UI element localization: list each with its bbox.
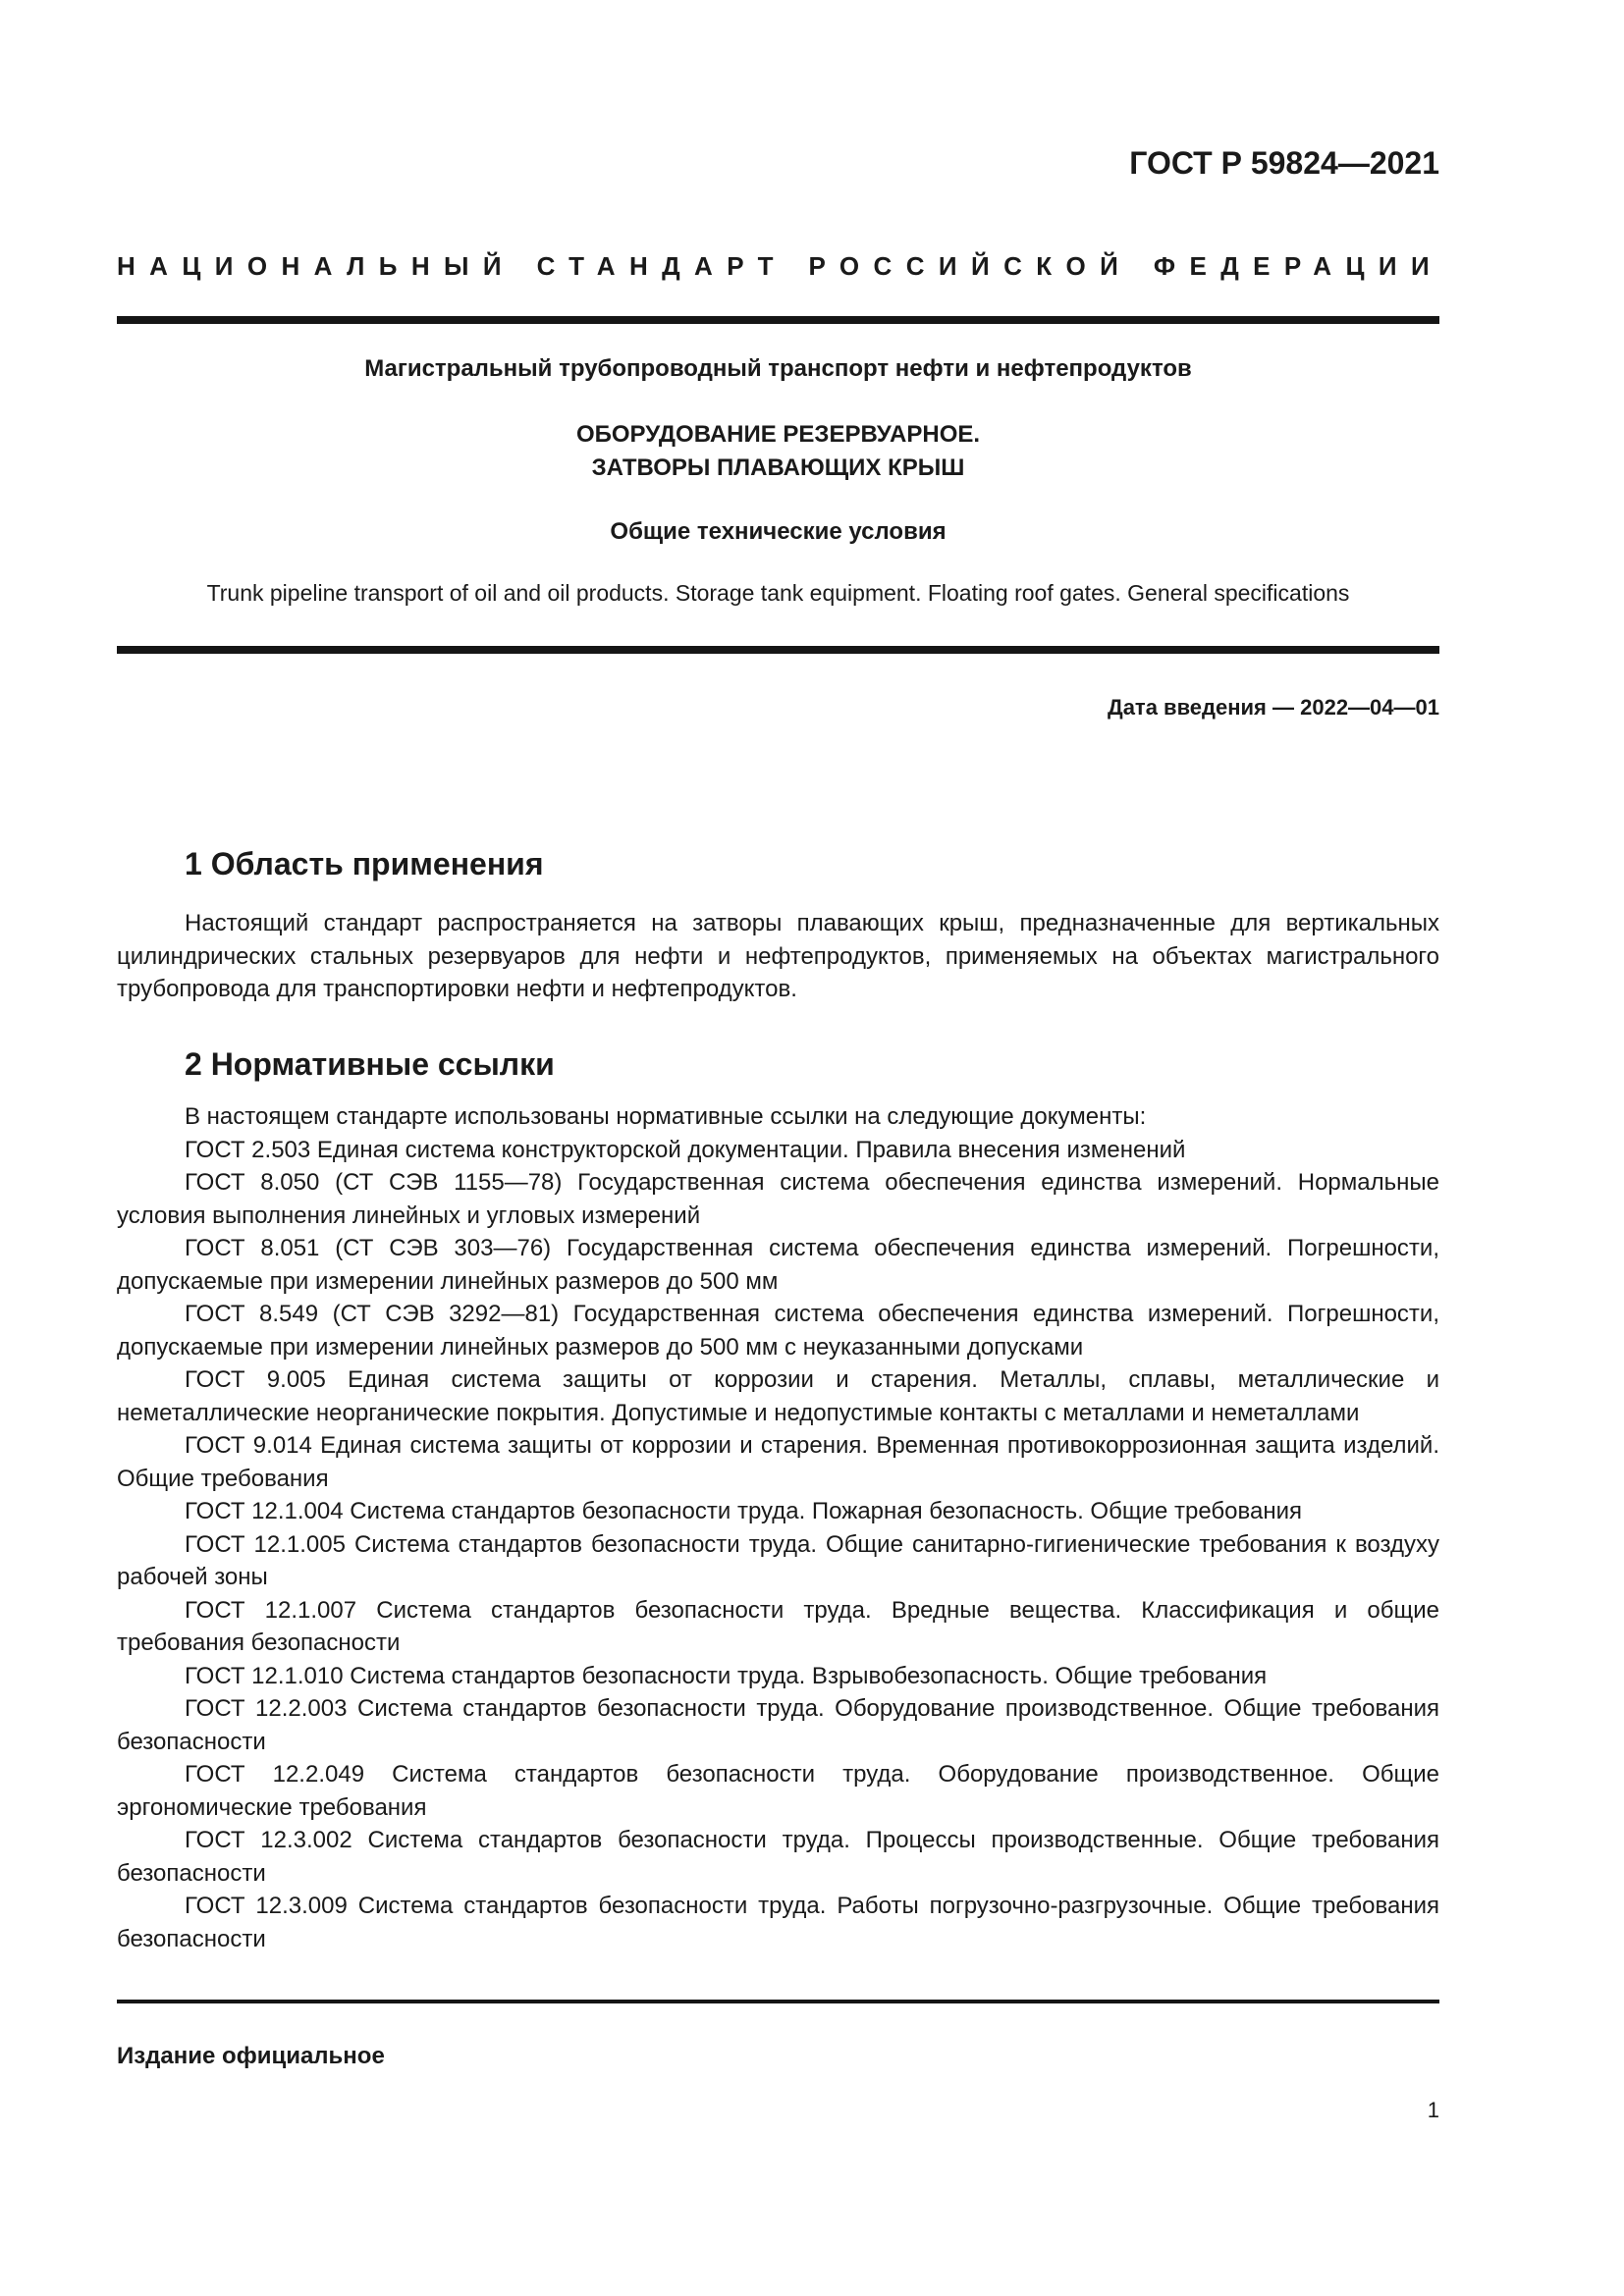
- section-2-intro: В настоящем стандарте использованы нормативные ссылки на следующие документы:: [185, 1103, 1147, 1130]
- document-subject: Магистральный трубопроводный транспорт нефти и нефтепродуктов: [364, 355, 1192, 382]
- title-rule: [117, 646, 1439, 654]
- section-1-paragraph: Настоящий стандарт распространяется на затворы плавающих крыш, предназначенные для вертикальных цилиндрических стальных резервуаров для нефти и нефтепродуктов, применяемых на объектах магистрального трубопровода для транспортировки нефти и нефтепродуктов.: [117, 910, 1439, 1002]
- reference-item: ГОСТ 12.3.009 Система стандартов безопасности труда. Работы погрузочно-разгрузочные. Общие требования безопасности: [117, 1893, 1439, 1952]
- reference-item: ГОСТ 9.005 Единая система защиты от коррозии и старения. Металлы, сплавы, металлические и неметаллические неорганические покрытия. Допустимые и недопустимые контакты с металлами и неметаллами: [117, 1366, 1439, 1426]
- reference-item: ГОСТ 2.503 Единая система конструкторской документации. Правила внесения изменений: [185, 1136, 1186, 1163]
- reference-item: ГОСТ 12.1.007 Система стандартов безопасности труда. Вредные вещества. Классификация и общие требования безопасности: [117, 1596, 1439, 1656]
- section-1-body: [117, 907, 1439, 1006]
- introduction-date: Дата введения — 2022—04—01: [1108, 695, 1439, 720]
- reference-item: ГОСТ 12.2.049 Система стандартов безопасности труда. Оборудование производственное. Общие эргономические требования: [117, 1761, 1439, 1821]
- header-rule: [117, 316, 1439, 324]
- english-title: Trunk pipeline transport of oil and oil products. Storage tank equipment. Floating roof gates. General specifications: [206, 580, 1350, 606]
- title-line-1: ОБОРУДОВАНИЕ РЕЗЕРВУАРНОЕ.: [575, 421, 981, 448]
- reference-item: ГОСТ 12.1.004 Система стандартов безопасности труда. Пожарная безопасность. Общие требования: [185, 1498, 1303, 1524]
- document-specification: Общие технические условия: [610, 518, 947, 545]
- reference-item: ГОСТ 8.051 (СТ СЭВ 303—76) Государственная система обеспечения единства измерений. Погрешности, допускаемые при измерении линейных размеров до 500 мм: [117, 1235, 1439, 1295]
- reference-item: ГОСТ 12.3.002 Система стандартов безопасности труда. Процессы производственные. Общие требования безопасности: [117, 1827, 1439, 1887]
- page-number: 1: [1427, 2098, 1439, 2122]
- document-code: ГОСТ Р 59824—2021: [1129, 145, 1439, 181]
- document-title: [117, 418, 1439, 485]
- section-2-body: [117, 1100, 1439, 1955]
- reference-item: ГОСТ 12.1.010 Система стандартов безопасности труда. Взрывобезопасность. Общие требования: [185, 1662, 1268, 1689]
- footer-rule: [117, 2000, 1439, 2003]
- national-standard-banner: НАЦИОНАЛЬНЫЙ СТАНДАРТ РОССИЙСКОЙ ФЕДЕРАЦИИ: [117, 251, 1444, 281]
- section-1-heading: 1 Область применения: [185, 846, 544, 881]
- reference-item: ГОСТ 8.549 (СТ СЭВ 3292—81) Государственная система обеспечения единства измерений. Погрешности, допускаемые при измерении линейных размеров до 500 мм с неуказанными допусками: [117, 1301, 1439, 1361]
- reference-item: ГОСТ 12.1.005 Система стандартов безопасности труда. Общие санитарно-гигиенические требования к воздуху рабочей зоны: [117, 1530, 1439, 1590]
- reference-item: ГОСТ 12.2.003 Система стандартов безопасности труда. Оборудование производственное. Общие требования безопасности: [117, 1695, 1439, 1755]
- title-line-2: ЗАТВОРЫ ПЛАВАЮЩИХ КРЫШ: [591, 454, 965, 481]
- reference-item: ГОСТ 9.014 Единая система защиты от коррозии и старения. Временная противокоррозионная защита изделий. Общие требования: [117, 1432, 1439, 1492]
- section-2-heading: 2 Нормативные ссылки: [185, 1046, 555, 1082]
- reference-item: ГОСТ 8.050 (СТ СЭВ 1155—78) Государственная система обеспечения единства измерений. Нормальные условия выполнения линейных и угловых измерений: [117, 1169, 1439, 1229]
- official-edition-label: Издание официальное: [117, 2043, 385, 2069]
